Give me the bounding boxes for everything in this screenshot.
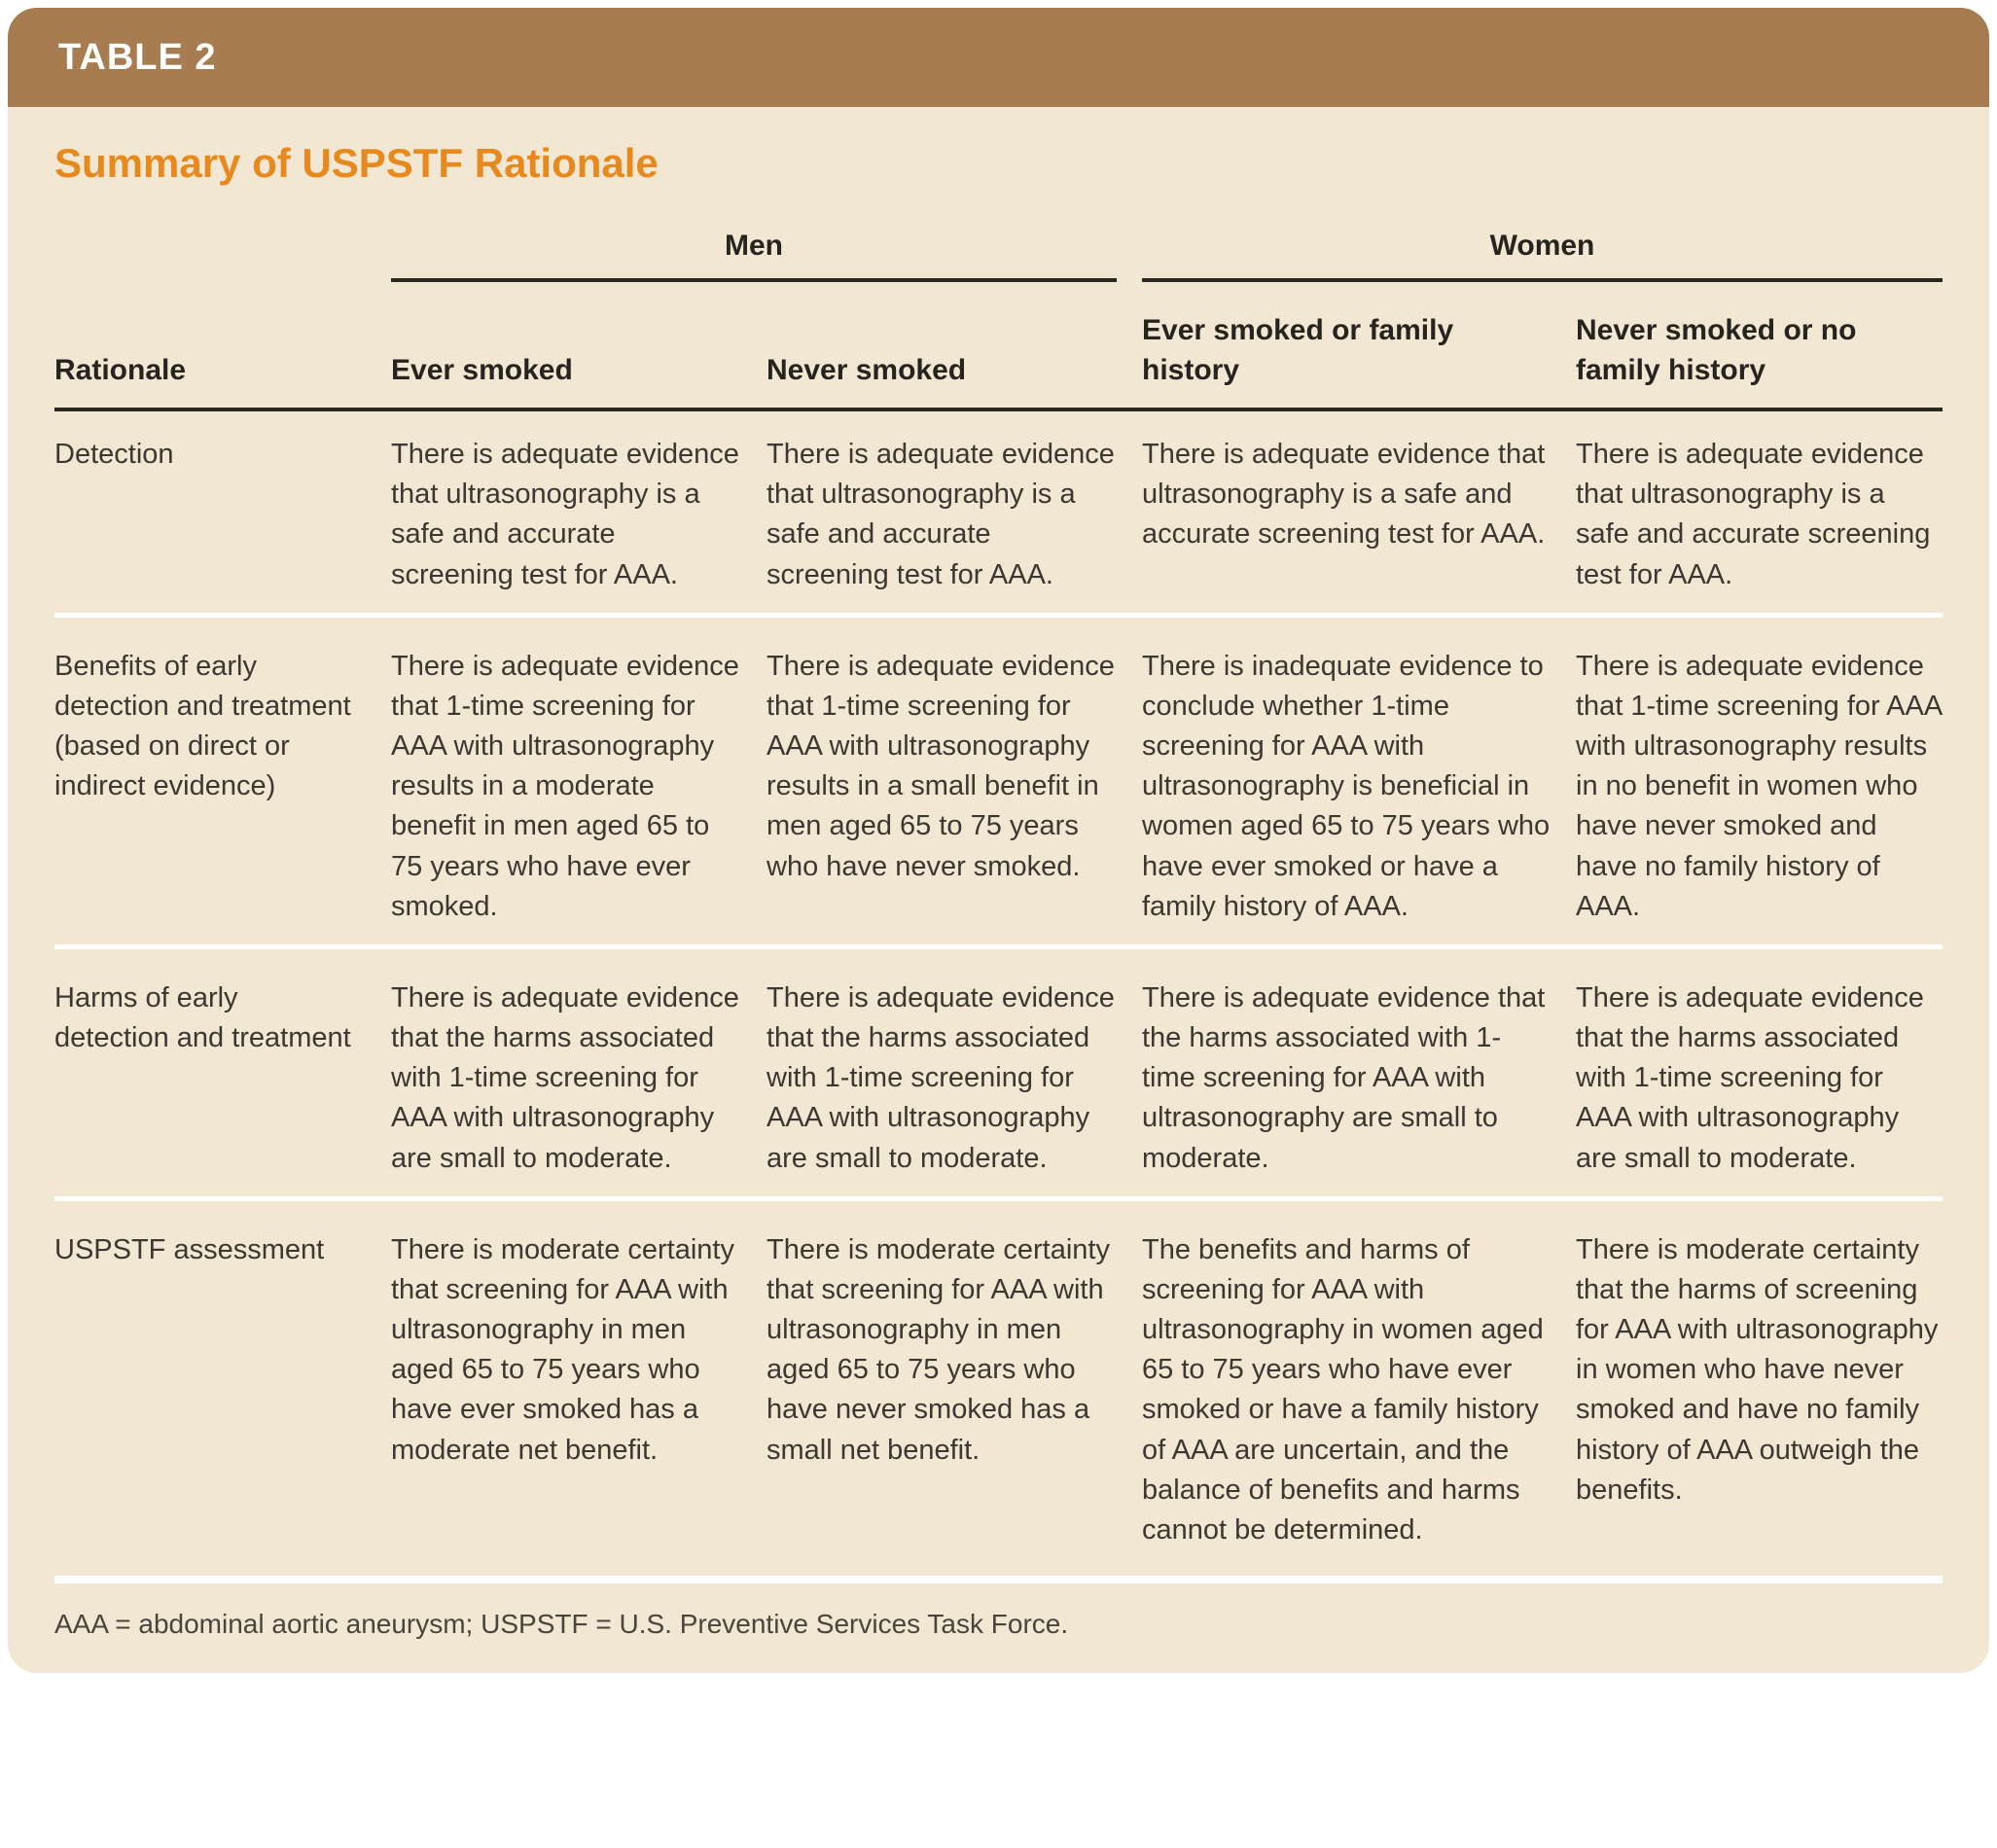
- table-header-bar: [8, 8, 1989, 107]
- table-cell: There is adequate evidence that the harms associated with 1-time screening for AAA with ultrasonography are small to moderate.: [767, 981, 1115, 1174]
- table-cell: There is inadequate evidence to conclude whether 1-time screening for AAA with ultrasonography is beneficial in women aged 65 to 75 years who have ever smoked or have a family history of AAA.: [1142, 650, 1551, 922]
- column-header-women-never-smoked: Never smoked or no family history: [1576, 314, 1857, 386]
- table-cell: There is adequate evidence that 1-time screening for AAA with ultrasonography results in a small benefit in men aged 65 to 75 years who have never smoked.: [767, 650, 1115, 882]
- column-group-women: Women: [1142, 230, 1943, 282]
- column-header-men-ever-smoked: Ever smoked: [391, 353, 573, 386]
- table-cell: There is adequate evidence that 1-time screening for AAA with ultrasonography results in no benefit in women who have never smoked and have no family history of AAA.: [1576, 650, 1942, 922]
- table-cell: There is moderate certainty that the harms of screening for AAA with ultrasonography in women who have never smoked and have no family history of AAA outweigh the benefits.: [1576, 1233, 1939, 1506]
- table-cell: There is adequate evidence that ultrasonography is a safe and accurate screening test for AAA.: [767, 439, 1115, 590]
- table-number-label: TABLE 2: [58, 36, 217, 78]
- row-separator: [54, 1196, 1943, 1201]
- table-cell: There is moderate certainty that screening for AAA with ultrasonography in men aged 65 to 75 years who have never smoked has a small net benefit.: [767, 1233, 1110, 1466]
- table-cell: There is adequate evidence that the harms associated with 1-time screening for AAA with ultrasonography are small to moderate.: [1576, 981, 1924, 1174]
- footnote: AAA = abdominal aortic aneurysm; USPSTF = U.S. Preventive Services Task Force.: [54, 1609, 1069, 1640]
- table-title: Summary of USPSTF Rationale: [54, 140, 659, 186]
- table-card: [8, 8, 1989, 1673]
- column-header-rationale: Rationale: [54, 353, 187, 386]
- row-separator: [54, 613, 1943, 618]
- row-separator: [54, 944, 1943, 949]
- table-cell: The benefits and harms of screening for AAA with ultrasonography in women aged 65 to 75 years who have ever smoked or have a family history of AAA are uncertain, and the balance of benefits and harms cannot be determined.: [1142, 1233, 1544, 1546]
- column-header-women-ever-smoked: Ever smoked or family history: [1142, 314, 1454, 386]
- column-header-men-never-smoked: Never smoked: [767, 353, 967, 386]
- row-header-uspstf-assessment: USPSTF assessment: [54, 1233, 325, 1265]
- row-header-benefits: Benefits of early detection and treatment (based on direct or indirect evidence): [54, 650, 351, 802]
- table-cell: There is moderate certainty that screening for AAA with ultrasonography in men aged 65 to 75 years who have ever smoked has a moderate net benefit.: [391, 1233, 734, 1466]
- table-content: [8, 107, 1989, 1673]
- table-cell: There is adequate evidence that the harms associated with 1-time screening for AAA with ultrasonography are small to moderate.: [391, 981, 739, 1174]
- table-cell: There is adequate evidence that the harms associated with 1-time screening for AAA with ultrasonography are small to moderate.: [1142, 981, 1546, 1174]
- table-cell: There is adequate evidence that ultrasonography is a safe and accurate screening test for AAA.: [1576, 439, 1931, 590]
- group-header-spacer: [54, 230, 366, 282]
- footnote-rule: [54, 1576, 1943, 1583]
- row-header-harms: Harms of early detection and treatment: [54, 981, 351, 1054]
- uspstf-rationale-table: [54, 230, 1943, 1673]
- table-cell: There is adequate evidence that 1-time screening for AAA with ultrasonography results in a moderate benefit in men aged 65 to 75 years who have ever smoked.: [391, 650, 739, 922]
- table-cell: There is adequate evidence that ultrasonography is a safe and accurate screening test for AAA.: [1142, 439, 1546, 551]
- table-cell: There is adequate evidence that ultrasonography is a safe and accurate screening test for AAA.: [391, 439, 739, 590]
- row-header-detection: Detection: [54, 439, 174, 470]
- column-group-men: Men: [391, 230, 1117, 282]
